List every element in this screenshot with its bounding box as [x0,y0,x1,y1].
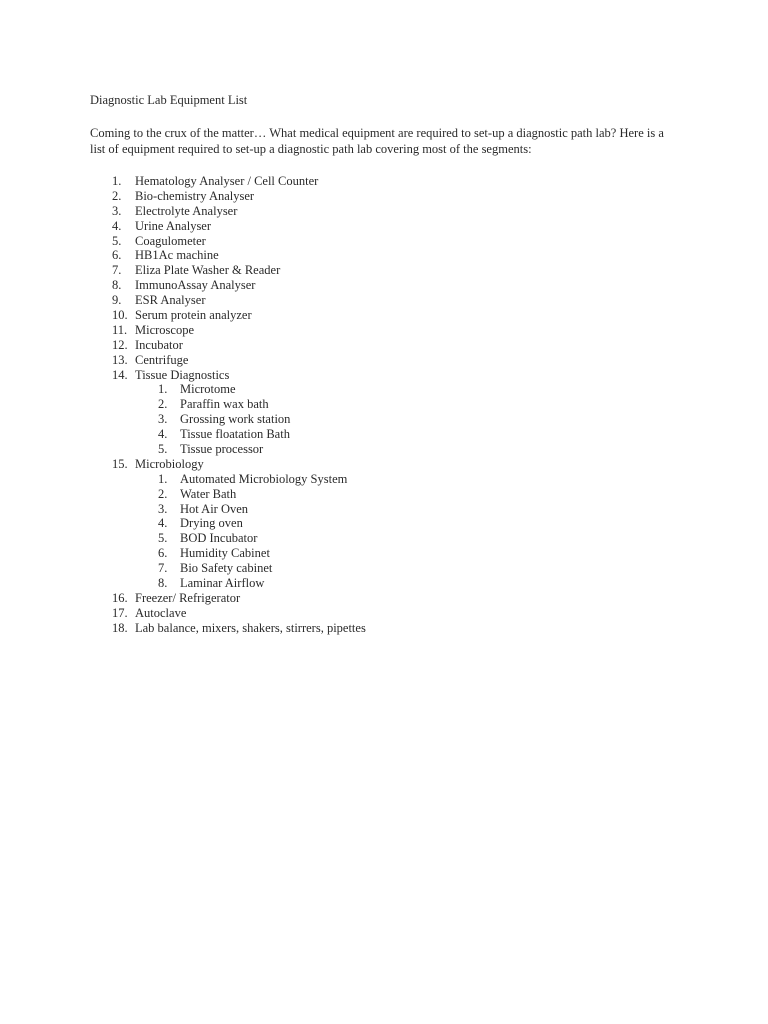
list-item-text: Bio Safety cabinet [180,561,273,576]
list-item-number: 3. [158,501,168,516]
sub-list-item [0,531,768,546]
list-item [0,353,768,368]
list-item-text: ImmunoAssay Analyser [135,278,256,293]
list-item-text: BOD Incubator [180,531,258,546]
list-item-text: Drying oven [180,516,243,531]
list-item-text: ESR Analyser [135,293,206,308]
equipment-list [0,174,768,636]
list-item-text: Incubator [135,337,183,352]
list-item-number: 17. [112,605,128,620]
list-item-text: Hematology Analyser / Cell Counter [135,174,319,188]
list-item-number: 7. [112,263,122,278]
list-item-number: 5. [112,233,122,248]
list-item-text: Microtome [180,382,236,397]
list-item-number: 12. [112,337,128,352]
list-item-number: 8. [112,278,122,293]
list-item-text: Water Bath [180,486,237,501]
list-item [0,338,768,353]
list-item-number: 2. [158,486,168,501]
list-item-text: Automated Microbiology System [180,471,348,486]
list-item-number: 18. [112,620,128,635]
list-item-number: 14. [112,367,128,382]
list-item-text: Grossing work station [180,412,291,427]
list-item-text: Serum protein analyzer [135,308,252,323]
list-item-text: Tissue Diagnostics [135,367,230,382]
list-item-number: 5. [158,442,168,457]
sub-list-item [0,382,768,397]
list-item-number: 9. [112,293,122,308]
list-item [0,457,768,472]
list-item [0,189,768,204]
document-title: Diagnostic Lab Equipment List [90,93,248,107]
list-item-number: 10. [112,308,128,323]
list-item [0,219,768,234]
list-item-text: Centrifuge [135,352,189,367]
list-item-number: 16. [112,590,128,605]
list-item-text: HB1Ac machine [135,248,219,263]
list-item-number: 2. [112,188,122,203]
list-item-text: Lab balance, mixers, shakers, stirrers, pipettes [135,620,366,635]
list-item-text: Tissue processor [180,442,264,457]
list-item-number: 6. [112,248,122,263]
list-item-text: Freezer/ Refrigerator [135,590,241,605]
list-item-number: 3. [158,412,168,427]
list-item [0,204,768,219]
list-item-number: 11. [112,322,128,337]
sub-list-item [0,561,768,576]
sub-list-item [0,442,768,457]
sub-list-item [0,427,768,442]
list-item-text: Autoclave [135,605,187,620]
list-item-number: 4. [158,427,168,442]
list-item [0,621,768,636]
list-item-number: 3. [112,203,122,218]
list-item [0,174,768,189]
list-item [0,248,768,263]
list-item-number: 6. [158,546,168,561]
sub-list-item [0,502,768,517]
list-item-text: Humidity Cabinet [180,546,270,561]
list-item [0,591,768,606]
list-item-text: Microscope [135,322,195,337]
list-item-number: 1. [158,471,168,486]
list-item [0,308,768,323]
sub-list-item [0,576,768,591]
list-item-number: 4. [158,516,168,531]
list-item [0,323,768,338]
list-item-text: Microbiology [135,456,204,471]
list-item-number: 5. [158,531,168,546]
list-item-number: 1. [112,174,122,188]
sub-list-item [0,412,768,427]
list-item [0,606,768,621]
list-item-text: Tissue floatation Bath [180,427,290,442]
list-item [0,234,768,249]
list-item [0,368,768,383]
list-item-number: 13. [112,352,128,367]
sub-list-item [0,487,768,502]
list-item-number: 4. [112,218,122,233]
list-item-text: Electrolyte Analyser [135,203,238,218]
list-item-text: Paraffin wax bath [180,397,269,412]
list-item-number: 15. [112,456,128,471]
sub-list-item [0,546,768,561]
list-item-number: 1. [158,382,168,397]
list-item-text: Coagulometer [135,233,206,248]
list-item-text: Laminar Airflow [180,576,265,591]
list-item-text: Hot Air Oven [180,501,249,516]
list-item-text: Urine Analyser [135,218,212,233]
sub-list-item [0,472,768,487]
list-item-number: 2. [158,397,168,412]
list-item-number: 8. [158,576,168,591]
list-item-text: Eliza Plate Washer & Reader [135,263,281,278]
intro-paragraph: Coming to the crux of the matter… What medical equipment are required to set-up a diagnostic path lab? Here is a list of equipment required to set-up a diagnostic path lab covering most of the segments: [90,126,664,156]
sub-list-item [0,516,768,531]
list-item-number: 7. [158,561,168,576]
list-item [0,293,768,308]
sub-list-item [0,397,768,412]
list-item-text: Bio-chemistry Analyser [135,188,255,203]
list-item [0,278,768,293]
list-item [0,263,768,278]
